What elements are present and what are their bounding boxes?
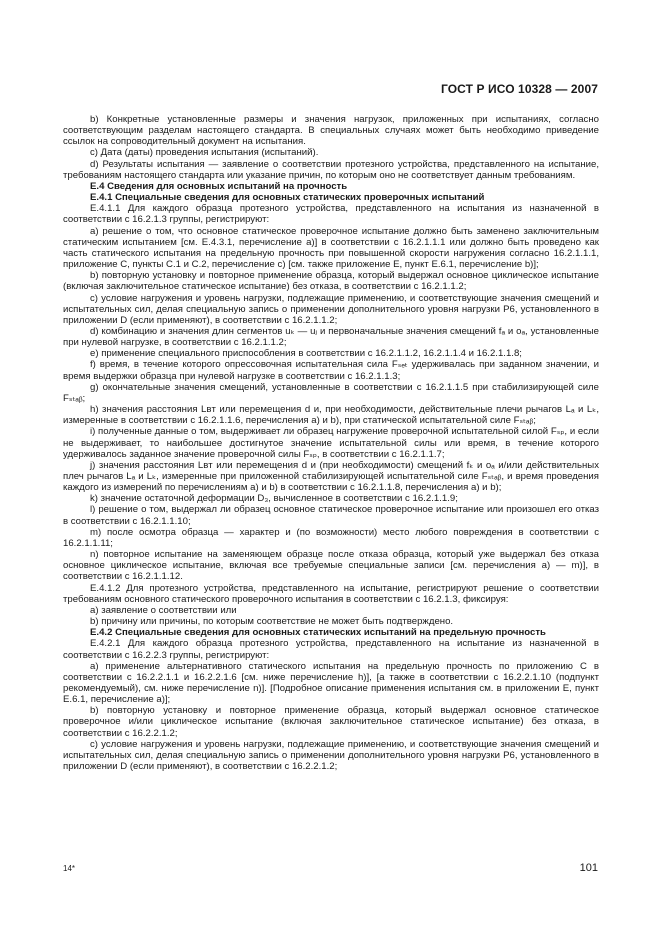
paragraph-d-results: d) Результаты испытания — заявление о соответствии протезного устройства, представленного на испытание, требованиям настоящего стандарта или указание причин, по которым оно не соответствует данным требованиям. — [63, 158, 599, 181]
list-item-b3: b) повторную установку и повторное применение образца, который выдержал основное статическое проверочное и/или циклическое испытание (включая заключительное статическое испытание) без отказа, в соответствии с 16.2.2.1.2; — [63, 705, 599, 739]
paragraph-b-dimensions: b) Конкретные установленные размеры и значения нагрузок, приложенных при испытаниях, согласно соответствующим разделам настоящего стандарта. В специальных случаях может быть необходимо приведение ссылок на сопроводительный документ на испытания. — [63, 114, 599, 148]
list-item-k: k) значение остаточной деформации D₃, вычисленное в соответствии с 16.2.1.1.9; — [90, 493, 458, 505]
list-item-n: n) повторное испытание на заменяющем образце после отказа образца, который уже выдержал без отказа основное циклическое испытание, включая все требуемые специальные записи [см. перечисления a) — m)], в соответствии с 16.2.1.1.12. — [63, 549, 599, 583]
page-number: 101 — [579, 862, 598, 874]
list-item-a3: a) применение альтернативного статического испытания на предельную прочность по приложению C в соответствии с 16.2.2.1.1 и 16.2.2.1.6 [см. ниже перечисление h)], [а также в соответствии с 16.2.2.1.10 (подпункт рекомендуемый), см. ниже перечисление n)]. [Подробное описание применения испытания см. в приложении E, пункт E.6.1, перечисление a)]; — [63, 660, 599, 706]
list-item-m: m) после осмотра образца — характер и (по возможности) место любого повреждения в соответствии с 16.2.1.1.11; — [63, 526, 599, 549]
paragraph-c-date: c) Дата (даты) проведения испытания (испытаний). — [90, 147, 319, 159]
list-item-a2: a) заявление о соответствии или — [90, 604, 237, 616]
document-body — [63, 114, 599, 772]
list-item-e: e) применение специального приспособления в соответствии с 16.2.1.1.2, 16.2.1.1.4 и 16.2.1.1.8; — [90, 348, 522, 360]
clause-e411: E.4.1.1 Для каждого образца протезного устройства, представленного на испытания из назначенной в соответствии с 16.2.1.3 группы, регистрируют: — [63, 203, 599, 226]
section-heading-e41: E.4.1 Специальные сведения для основных статических проверочных испытаний — [90, 192, 485, 204]
list-item-i: i) полученные данные о том, выдерживает ли образец нагружение проверочной испытательной силой Fₛₚ, и если не выдерживает, то наибольшее достигнутое значение испытательной силы или время, в течение которого удерживалось заданное значение проверочной силы Fₛₚ, в соответствии с 16.2.1.1.7; — [63, 426, 599, 460]
clause-e421: E.4.2.1 Для каждого образца протезного устройства, представленного на испытание из назначенной в соответствии с 16.2.2.3 группы, регистрируют: — [63, 638, 599, 661]
list-item-c3: c) условие нагружения и уровень нагрузки, подлежащие применению, и соответствующие значения смещений и испытательных сил, делая специальную запись о применении дополнительного уровня нагрузки P6, установленного в приложении D (если применяют), в соответствии с 16.2.2.1.2; — [63, 738, 599, 773]
list-item-a: a) решение о том, что основное статическое проверочное испытание должно быть заменено заключительным статическим испытанием [см. E.4.3.1, перечисление a)] в соответствии с 16.2.1.1.1 или должно быть проведено как часть статического испытания на предельную прочность при повышенной скорости нагружения согласно 16.2.1.1.1, приложение C, пункты C.1 и C.2, перечисление c) [см. также приложение E, пункт E.6.1, перечисление b)]; — [63, 225, 599, 271]
list-item-h: h) значения расстояния Lʙᴛ или перемещения d и, при необходимости, действительные плечи рычагов Lₐ и Lₖ, измеренные в соответствии с 16.2.1.1.6, перечисления a) и b), при статической испытательной силе Fₛₜₐᵦ; — [63, 404, 599, 427]
section-heading-e4: E.4 Сведения для основных испытаний на прочность — [90, 180, 348, 192]
list-item-j: j) значения расстояния Lʙᴛ или перемещения d и (при необходимости) смещений fₖ и oₐ и/или действительных плеч рычагов Lₐ и Lₖ, измеренные при приложенной стабилизирующей испытательной силе Fₛₜₐᵦ, и время проведения каждого из измерений по перечислениям a) и b) в соответствии с 16.2.1.1.8, перечисления a) и b); — [63, 459, 599, 494]
list-item-l: l) решение о том, выдержал ли образец основное статическое проверочное испытание или произошел его отказ в соответствии с 16.2.1.1.10; — [63, 504, 599, 527]
list-item-b: b) повторную установку и повторное применение образца, который выдержал основное циклическое испытание (включая заключительное статическое испытание) без отказа, в соответствии с 16.2.1.1.2; — [63, 270, 599, 293]
footer-note: 14* — [63, 864, 76, 873]
list-item-b2: b) причину или причины, по которым соответствие не может быть подтверждено. — [90, 616, 454, 628]
list-item-g: g) окончательные значения смещений, установленные в соответствии с 16.2.1.1.5 при стабилизирующей силе Fₛₜₐᵦ; — [63, 381, 599, 404]
list-item-f: f) время, в течение которого опрессовочная испытательная сила Fₛₑₜ удерживалась при заданном значении, и время выдержки образца при нулевой нагрузке в соответствии с 16.2.1.1.3; — [63, 359, 599, 382]
list-item-d: d) комбинацию и значения длин сегментов uₖ — uⱼ и первоначальные значения смещений fₐ и oₐ, установленные при нулевой нагрузке, в соответствии с 16.2.1.1.2; — [63, 325, 599, 349]
section-heading-e42: E.4.2 Специальные сведения для основных статических испытаний на предельную прочность — [90, 627, 546, 639]
list-item-c: c) условие нагружения и уровень нагрузки, подлежащие применению, и соответствующие значения смещений и испытательных сил, делая специальную запись о применении дополнительного уровня нагрузки P6, установленного в приложении D (если применяют), в соответствии с 16.2.1.1.2; — [63, 292, 599, 326]
document-header: ГОСТ Р ИСО 10328 — 2007 — [440, 82, 598, 96]
clause-e412: E.4.1.2 Для протезного устройства, представленного на испытание, регистрируют решение о соответствии требованиям основного статического проверочного испытания в соответствии с 16.2.1.3, фиксируя: — [63, 582, 599, 605]
